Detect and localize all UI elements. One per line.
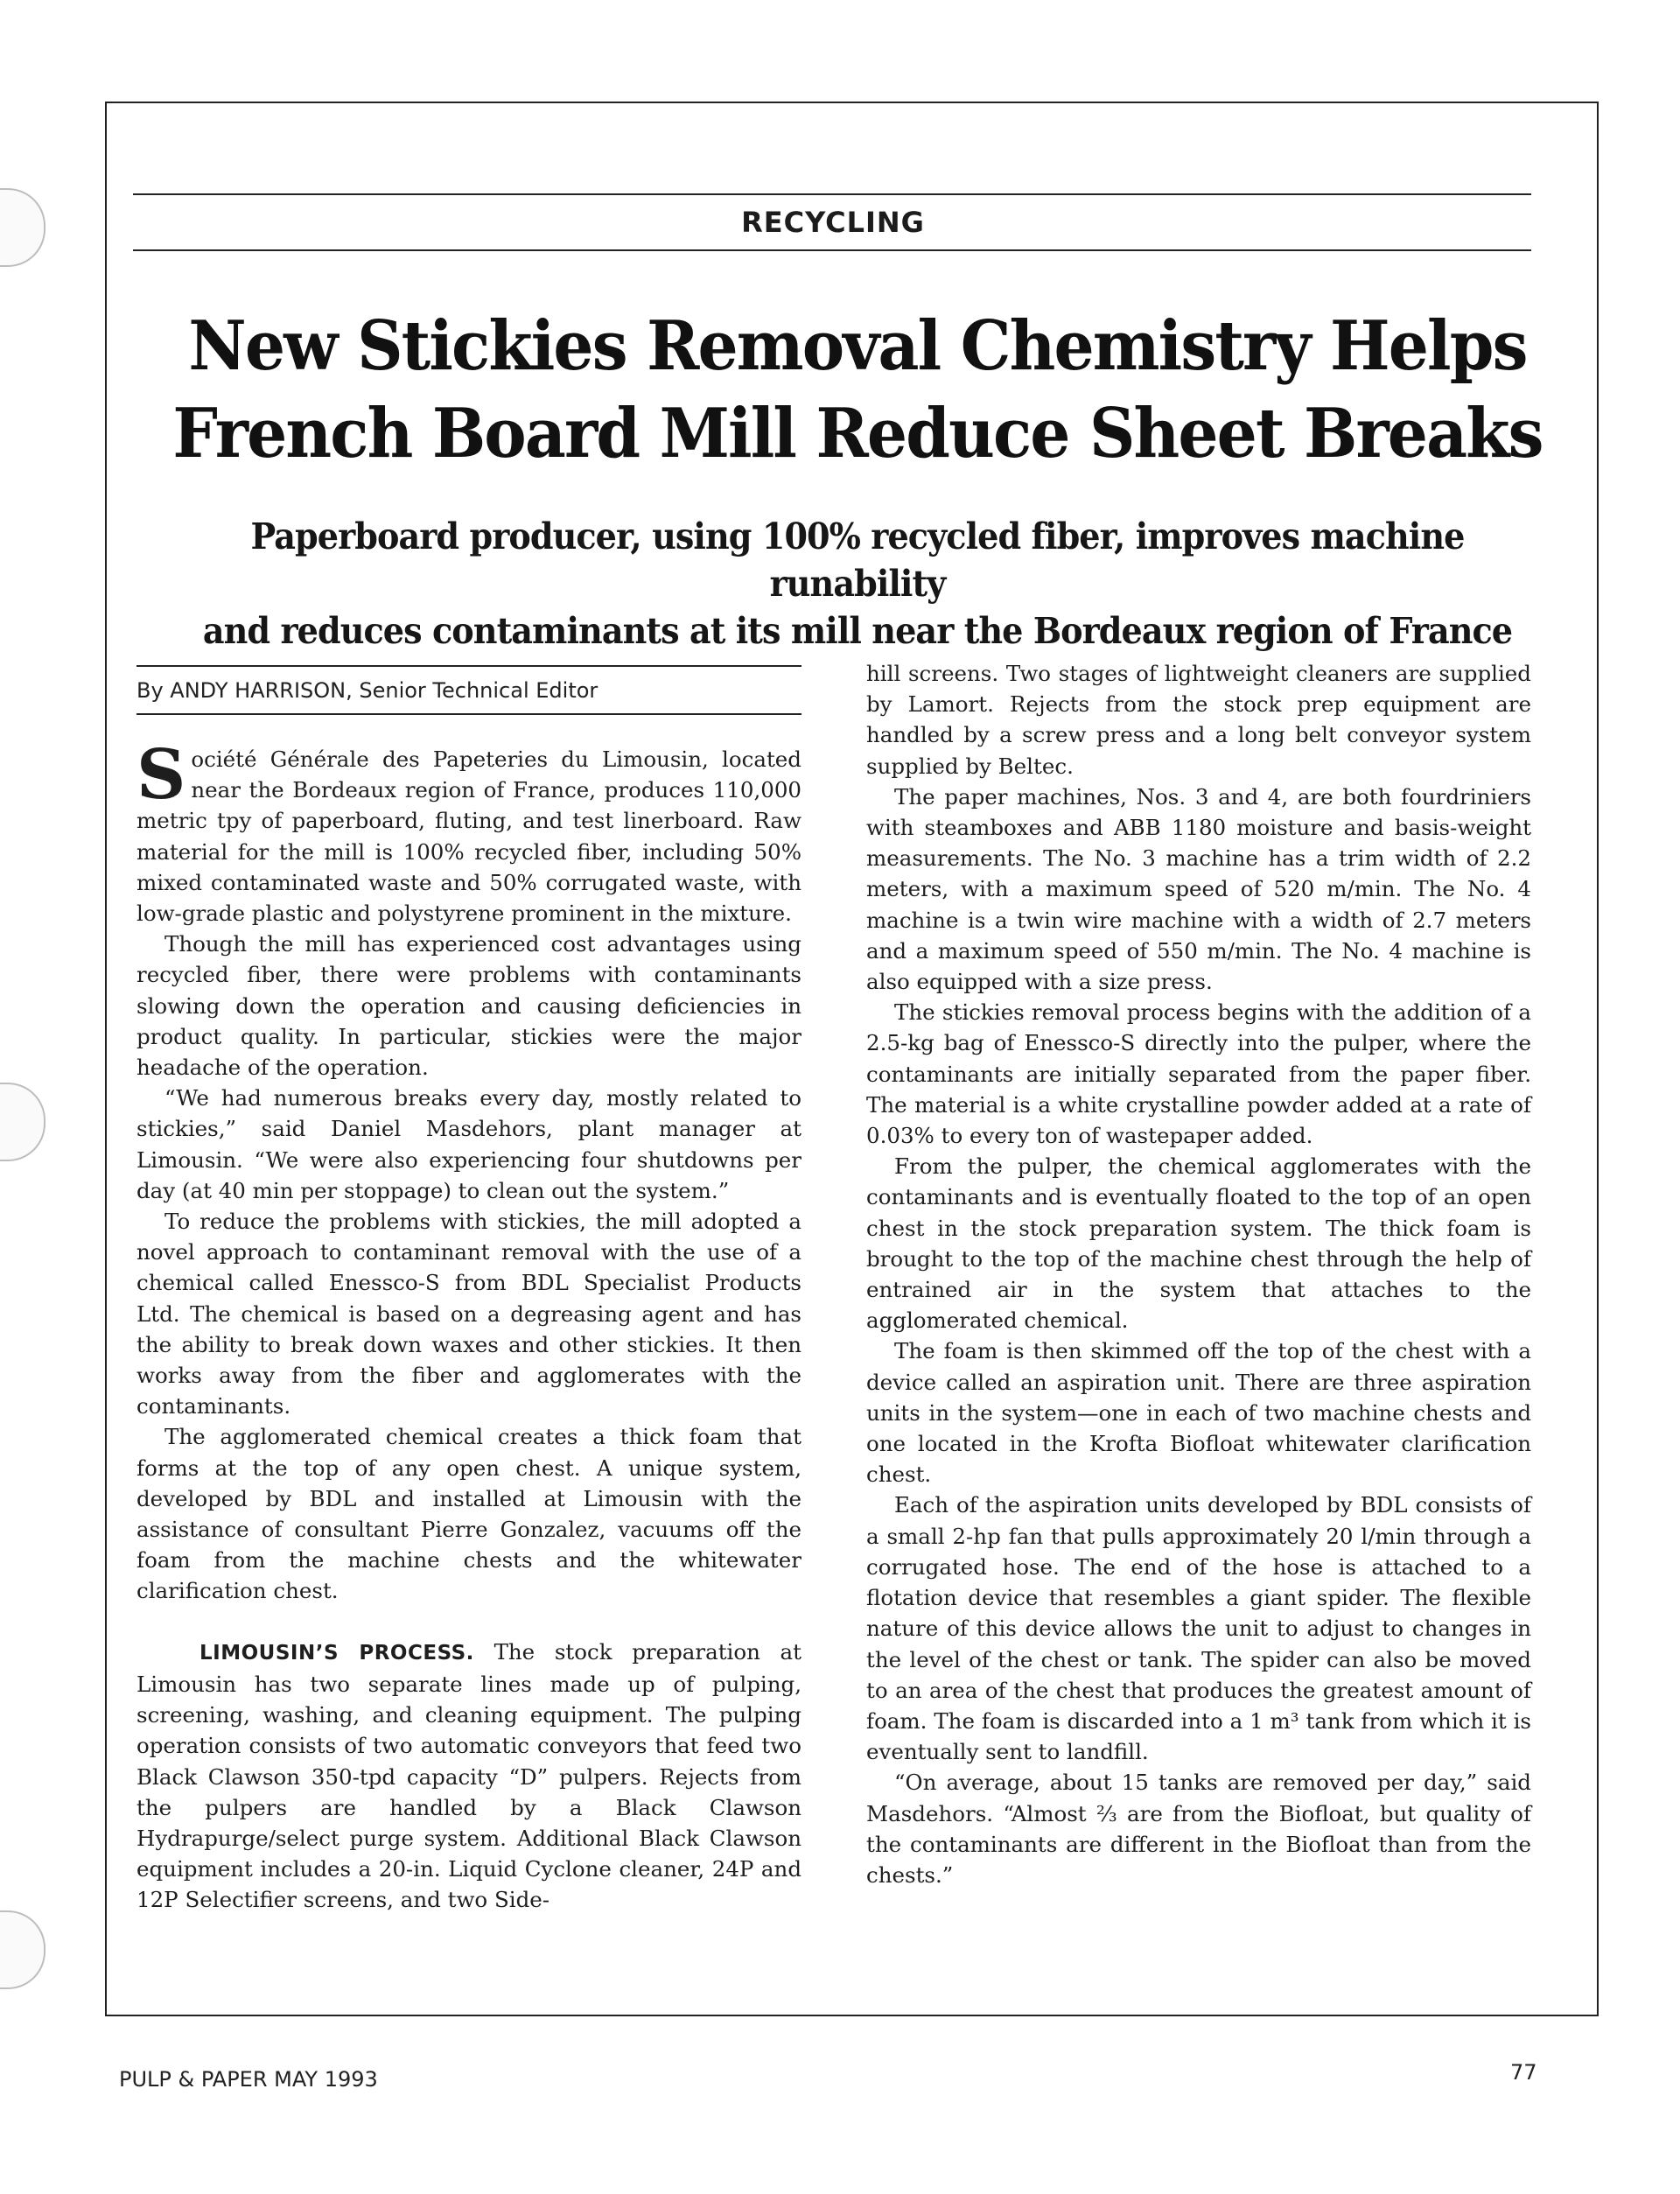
- paragraph-text: ociété Générale des Papeteries du Limousin, located near the Bordeaux region of France, produces 110,000 metric tpy of paperboard, fluting, and test linerboard. Raw material for the mill is 100% recycled fiber, including 50% mixed contaminated waste and 50% corrugated waste, with low-grade plastic and polystyrene prominent in the mixture.: [136, 747, 802, 927]
- paragraph: The agglomerated chemical creates a thick foam that forms at the top of any open chest. A unique system, developed by BDL and installed at Limousin with the assistance of consultant Pierre Gonzalez, vacuums off the foam from the machine chests and the whitewater clarification chest.: [136, 1424, 802, 1604]
- headline-line-2: French Board Mill Reduce Sheet Breaks: [172, 394, 1543, 473]
- paragraph: Each of the aspiration units developed by BDL consists of a small 2-hp fan that pulls approximately 20 l/min through a corrugated hose. The end of the hose is attached to a flotation device that resembles a giant spider. The flexible nature of this device allows the unit to adjust to changes in the level of the chest or tank. The spider can also be moved to an area of the chest that produces the greatest amount of foam. The foam is discarded into a 1 m³ tank from which it is eventually sent to landfill.: [866, 1492, 1531, 1765]
- article-deck: [166, 513, 1550, 655]
- paragraph: To reduce the problems with stickies, the mill adopted a novel approach to contaminant removal with the use of a chemical called Enessco-S from BDL Specialist Products Ltd. The chemical is based on a degreasing agent and has the ability to break down waxes and other stickies. It then works away from the fiber and agglomerates with the contaminants.: [136, 1209, 802, 1419]
- paragraph: [136, 1637, 802, 1916]
- paragraph: The foam is then skimmed off the top of the chest with a device called an aspiration unit. There are three aspiration units in the system—one in each of two machine chests and one located in the Krofta Biofloat whitewater clarification chest.: [866, 1338, 1531, 1488]
- deck-line-1: Paperboard producer, using 100% recycled fiber, improves machine runability: [250, 515, 1465, 605]
- drop-cap: S: [136, 735, 186, 815]
- paragraph: The paper machines, Nos. 3 and 4, are both fourdriniers with steamboxes and ABB 1180 moisture and basis-weight measurements. The No. 3 machine has a trim width of 2.2 meters, with a maximum speed of 520 m/min. The No. 4 machine is a twin wire machine with a width of 2.7 meters and a maximum speed of 550 m/min. The No. 4 machine is also equipped with a size press.: [866, 783, 1531, 995]
- footer-publication: PULP & PAPER MAY 1993: [119, 2067, 378, 2092]
- section-rule-top: [133, 193, 1531, 195]
- subhead: LIMOUSIN’S PROCESS.: [200, 1641, 474, 1665]
- paragraph: The stickies removal process begins with the addition of a 2.5-kg bag of Enessco-S directly into the pulper, where the contaminants are initially separated from the paper fiber. The material is a white crystalline powder added at a rate of 0.03% to every ton of wastepaper added.: [866, 999, 1531, 1149]
- binder-hole-top: [0, 188, 46, 267]
- paragraph: Though the mill has experienced cost advantages using recycled fiber, there were problems with contaminants slowing down the operation and causing deficiencies in product quality. In particular, stickies were the major headache of the operation.: [136, 931, 802, 1081]
- binder-hole-bottom: [0, 1910, 46, 1989]
- article-column-2: [866, 658, 1531, 1890]
- byline: By ANDY HARRISON, Senior Technical Editor: [136, 678, 598, 703]
- deck-line-2: and reduces contaminants at its mill near the Bordeaux region of France: [202, 610, 1513, 652]
- headline-line-1: New Stickies Removal Chemistry Helps: [188, 306, 1527, 386]
- paragraph-gap: [136, 1607, 802, 1637]
- article-headline: [166, 303, 1550, 478]
- paragraph: [136, 735, 802, 929]
- byline-rule-top: [136, 665, 802, 667]
- binder-hole-middle: [0, 1083, 46, 1161]
- paragraph: “We had numerous breaks every day, mostly related to stickies,” said Daniel Masdehors, plant manager at Limousin. “We were also experiencing four shutdowns per day (at 40 min per stoppage) to clean out the system.”: [136, 1085, 802, 1203]
- byline-rule-bottom: [136, 713, 802, 715]
- section-label: RECYCLING: [741, 206, 925, 239]
- page-number: 77: [1510, 2060, 1537, 2085]
- paragraph: hill screens. Two stages of lightweight cleaners are supplied by Lamort. Rejects from the stock prep equipment are handled by a screw press and a long belt conveyor system supplied by Beltec.: [866, 661, 1531, 779]
- paragraph-text: The stock preparation at Limousin has two separate lines made up of pulping, screening, washing, and cleaning equipment. The pulping operation consists of two automatic conveyors that feed two Black Clawson 350-tpd capacity “D” pulpers. Rejects from the pulpers are handled by a Black Clawson Hydrapurge/select purge system. Additional Black Clawson equipment includes a 20-in. Liquid Cyclone cleaner, 24P and 12P Selectifier screens, and two Side-: [136, 1638, 802, 1913]
- paragraph: “On average, about 15 tanks are removed per day,” said Masdehors. “Almost ⅔ are from the Biofloat, but quality of the contaminants are different in the Biofloat than from the chests.”: [866, 1770, 1531, 1888]
- section-rule-bottom: [133, 249, 1531, 251]
- article-column-1: [136, 735, 802, 1916]
- paragraph: From the pulper, the chemical agglomerates with the contaminants and is eventually floated to the top of an open chest in the stock preparation system. The thick foam is brought to the top of the machine chest through the help of entrained air in the system that attaches to the agglomerated chemical.: [866, 1153, 1531, 1334]
